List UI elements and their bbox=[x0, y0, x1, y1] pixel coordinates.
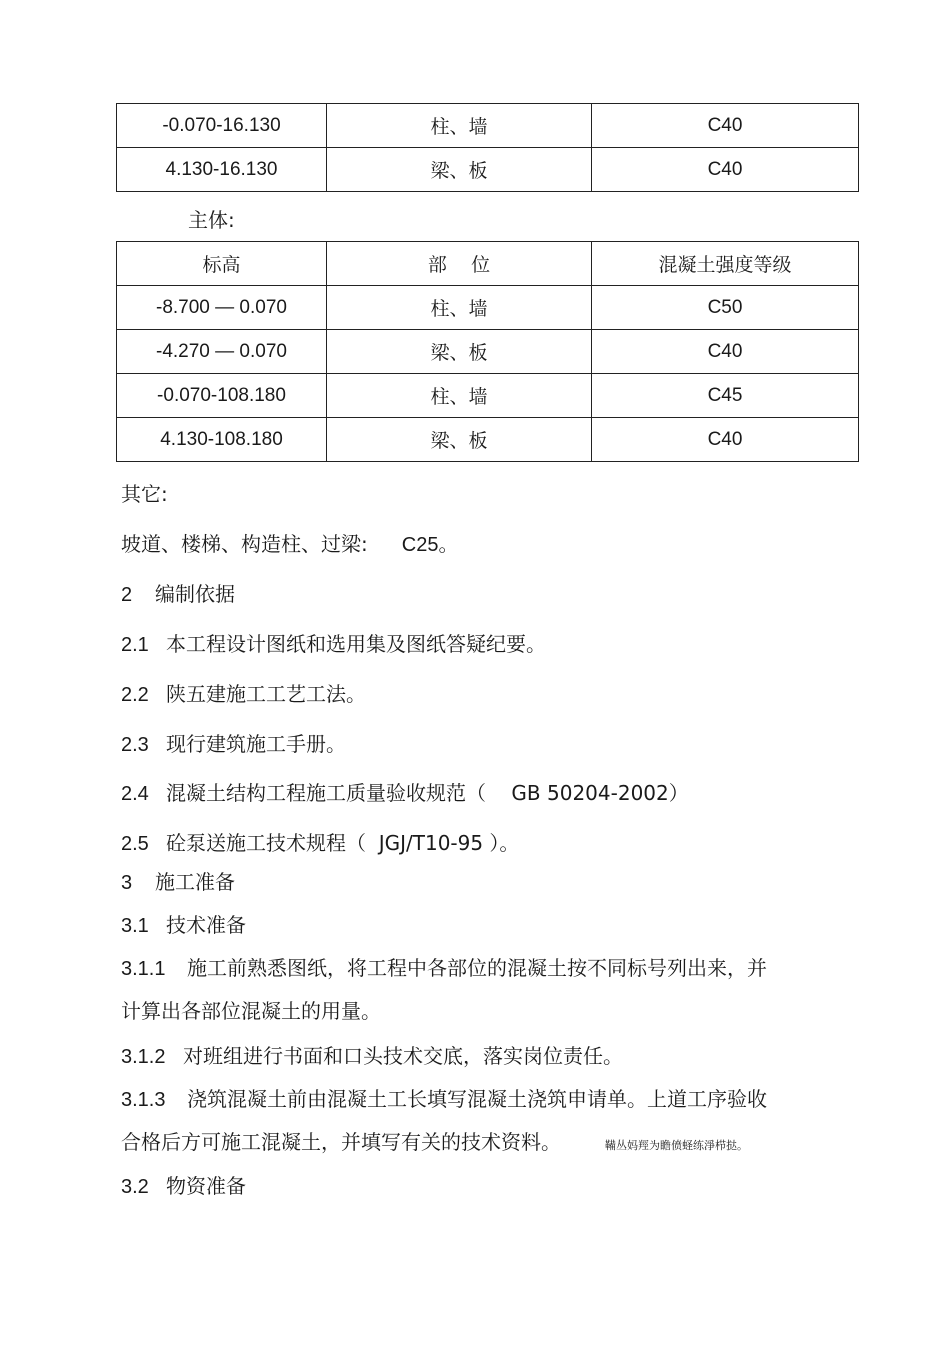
position-cell: 梁、板 bbox=[327, 148, 592, 192]
table-header-row bbox=[117, 242, 859, 286]
section-text: 本工程设计图纸和选用集及图纸答疑纪要。 bbox=[166, 632, 546, 656]
table-row bbox=[117, 374, 859, 418]
section-number: 3.1.3 bbox=[121, 1089, 166, 1111]
table-row bbox=[117, 418, 859, 462]
header-position: 部 位 bbox=[327, 242, 592, 286]
header-grade: 混凝土强度等级 bbox=[592, 242, 859, 286]
elevation-cell: 4.130-16.130 bbox=[117, 148, 327, 192]
section-text: 对班组进行书面和口头技术交底，落实岗位责任。 bbox=[183, 1044, 623, 1068]
section-number: 2 bbox=[121, 584, 133, 606]
section-number: 2.2 bbox=[121, 684, 149, 706]
grade-cell: C40 bbox=[592, 418, 859, 462]
section-number: 2.1 bbox=[121, 634, 149, 656]
section-number: 2.3 bbox=[121, 734, 149, 756]
grade-cell: C50 bbox=[592, 286, 859, 330]
position-cell: 柱、墙 bbox=[327, 286, 592, 330]
section-number: 2.5 bbox=[121, 833, 149, 855]
section-text: 施工准备 bbox=[155, 870, 235, 894]
grade-cell: C40 bbox=[592, 104, 859, 148]
section-text: 施工前熟悉图纸，将工程中各部位的混凝土按不同标号列出来，并 bbox=[187, 956, 767, 980]
other-label: 其它: bbox=[121, 482, 168, 506]
section-item bbox=[121, 1083, 767, 1112]
elevation-cell: -0.070-108.180 bbox=[117, 374, 327, 418]
position-cell: 梁、板 bbox=[327, 330, 592, 374]
position-cell: 柱、墙 bbox=[327, 374, 592, 418]
section-continuation bbox=[121, 1126, 748, 1155]
section-item bbox=[121, 909, 246, 938]
section-text: 浇筑混凝土前由混凝土工长填写混凝土浇筑申请单。上道工序验收 bbox=[187, 1087, 767, 1111]
section-item bbox=[121, 728, 346, 757]
section-number: 2.4 bbox=[121, 783, 149, 805]
grade-cell: C45 bbox=[592, 374, 859, 418]
section-heading bbox=[121, 578, 235, 607]
section-number: 3.2 bbox=[121, 1176, 149, 1198]
position-cell: 柱、墙 bbox=[327, 104, 592, 148]
elevation-cell: -8.700 — 0.070 bbox=[117, 286, 327, 330]
other-items-line bbox=[121, 528, 458, 557]
grade-cell: C40 bbox=[592, 148, 859, 192]
section-text: 混凝土结构工程施工质量验收规范（ GB 50204-2002） bbox=[166, 781, 689, 805]
section-item bbox=[121, 1040, 623, 1069]
section-item bbox=[121, 678, 366, 707]
grade-cell: C40 bbox=[592, 330, 859, 374]
section-text: 合格后方可施工混凝土，并填写有关的技术资料。 bbox=[121, 1130, 561, 1154]
section-text: 编制依据 bbox=[155, 582, 235, 606]
position-cell: 梁、板 bbox=[327, 418, 592, 462]
elevation-cell: -4.270 — 0.070 bbox=[117, 330, 327, 374]
main-structure-label: 主体: bbox=[188, 208, 235, 232]
section-number: 3.1.2 bbox=[121, 1046, 166, 1068]
section-continuation bbox=[121, 995, 381, 1024]
section-item bbox=[121, 777, 689, 806]
small-note: 鞴丛妈羥为瞻偾蛏练淨栉挞。 bbox=[605, 1139, 748, 1152]
section-number: 3.1 bbox=[121, 915, 149, 937]
table-row bbox=[117, 286, 859, 330]
section-number: 3 bbox=[121, 872, 133, 894]
table-row bbox=[117, 330, 859, 374]
section-text: 现行建筑施工手册。 bbox=[166, 732, 346, 756]
section-item bbox=[121, 628, 546, 657]
section-text: 物资准备 bbox=[166, 1174, 246, 1198]
section-item bbox=[121, 827, 519, 856]
section-item bbox=[121, 1170, 246, 1199]
other-items-text: 坡道、楼梯、构造柱、过梁: bbox=[121, 532, 368, 556]
other-items-grade: C25。 bbox=[401, 534, 459, 556]
section-heading bbox=[121, 866, 235, 895]
section-text: 陕五建施工工艺工法。 bbox=[166, 682, 366, 706]
header-elevation: 标高 bbox=[117, 242, 327, 286]
elevation-cell: 4.130-108.180 bbox=[117, 418, 327, 462]
concrete-grade-table-main bbox=[116, 241, 859, 462]
section-number: 3.1.1 bbox=[121, 958, 166, 980]
section-item bbox=[121, 952, 767, 981]
section-text: 计算出各部位混凝土的用量。 bbox=[121, 999, 381, 1023]
table-row bbox=[117, 104, 859, 148]
table-row bbox=[117, 148, 859, 192]
elevation-cell: -0.070-16.130 bbox=[117, 104, 327, 148]
concrete-grade-table-top bbox=[116, 103, 859, 192]
section-text: 技术准备 bbox=[166, 913, 246, 937]
section-text: 砼泵送施工技术规程（ JGJ/T10-95 ）。 bbox=[166, 831, 520, 855]
